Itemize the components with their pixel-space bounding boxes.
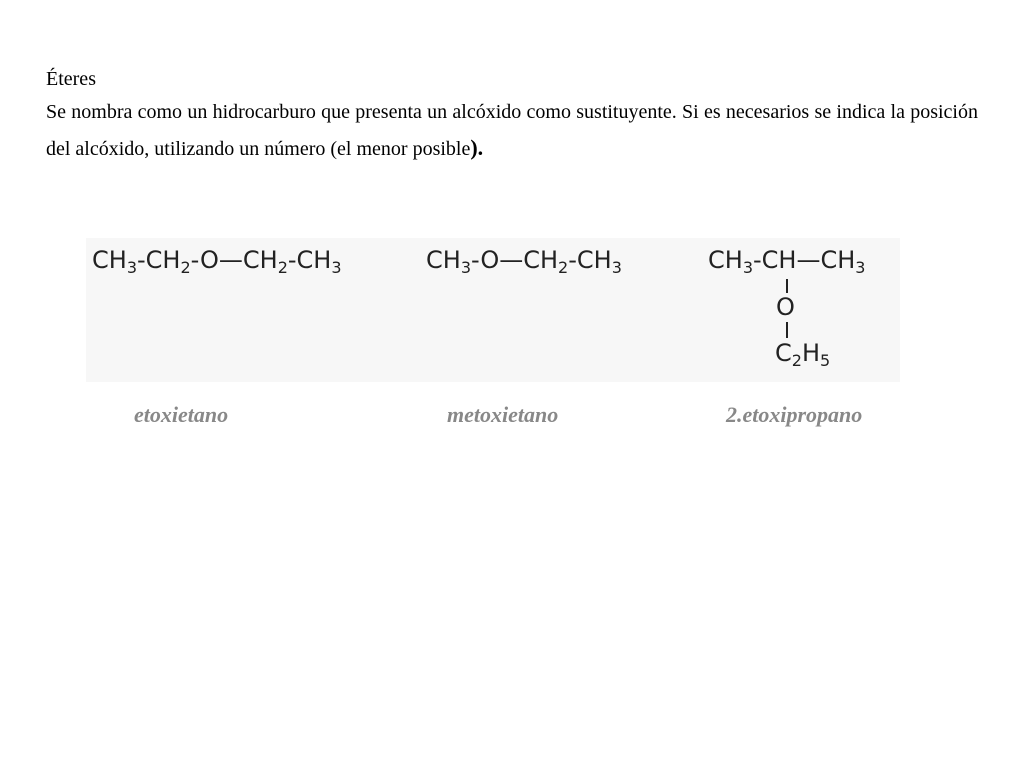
formula-part: H xyxy=(801,339,820,367)
heading: Éteres xyxy=(46,68,96,90)
ether-structures-figure xyxy=(86,238,900,382)
vertical-bond xyxy=(786,322,788,338)
compound-name-metoxietano: metoxietano xyxy=(447,402,559,427)
formula-subscript: 3 xyxy=(126,258,137,277)
formula-part: CH xyxy=(92,246,127,274)
paragraph-end: ). xyxy=(470,135,484,160)
formula-subscript: 5 xyxy=(820,351,831,370)
etoxietano-formula xyxy=(92,246,342,277)
formula-subscript: 3 xyxy=(331,258,342,277)
paragraph xyxy=(46,94,978,167)
formula-part: -CH xyxy=(137,246,181,274)
formula-part: -CH xyxy=(568,246,612,274)
text-block xyxy=(46,64,978,167)
vertical-bond xyxy=(786,279,788,293)
compound-name-etoxietano: etoxietano xyxy=(134,402,229,427)
formula-part: -CH xyxy=(287,246,332,274)
formula-part: CH xyxy=(426,246,461,274)
formula-subscript: 3 xyxy=(855,258,866,277)
formula-part: -CH—CH xyxy=(753,246,856,274)
compound-name-etoxipropano: 2.etoxipropano xyxy=(726,402,863,427)
etoxipropano-formula xyxy=(708,246,866,277)
branch-ethyl-group xyxy=(775,339,831,370)
formula-subscript: 2 xyxy=(558,258,569,277)
formula-part: CH xyxy=(708,246,743,274)
formula-part: -O—CH xyxy=(471,246,559,274)
formula-subscript: 2 xyxy=(277,258,288,277)
formula-subscript: 3 xyxy=(460,258,471,277)
formula-subscript: 3 xyxy=(611,258,622,277)
paragraph-text: Se nombra como un hidrocarburo que presenta un alcóxido como sustituyente. Si es necesarios se indica la posición del alcóxido, utilizando un número (el menor posible xyxy=(46,101,978,160)
branch-oxygen: O xyxy=(776,293,795,321)
formula-subscript: 2 xyxy=(180,258,191,277)
formula-part: C xyxy=(775,339,792,367)
metoxietano-formula xyxy=(426,246,622,277)
formula-subscript: 2 xyxy=(791,351,802,370)
compound-names xyxy=(0,400,1024,434)
formula-part: -O—CH xyxy=(190,246,278,274)
formula-subscript: 3 xyxy=(742,258,753,277)
